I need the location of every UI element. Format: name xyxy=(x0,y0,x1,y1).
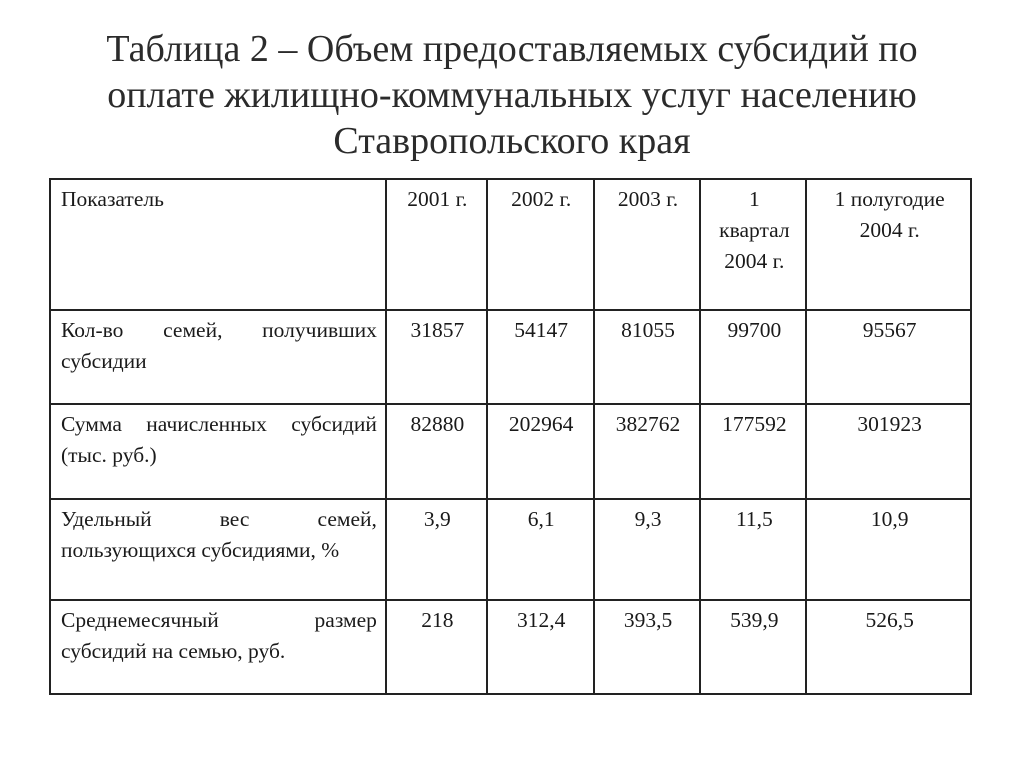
cell-value: 393,5 xyxy=(594,600,701,694)
title-line-2: оплате жилищно-коммунальных услуг населению xyxy=(107,74,917,116)
cell-value: 3,9 xyxy=(386,499,487,600)
table-row xyxy=(50,310,971,404)
header-2003: 2003 г. xyxy=(594,179,701,310)
cell-value: 95567 xyxy=(806,310,971,404)
cell-value: 54147 xyxy=(487,310,594,404)
cell-value: 218 xyxy=(386,600,487,694)
header-q1-2004: 1 квартал 2004 г. xyxy=(700,179,806,310)
table-row xyxy=(50,499,971,600)
header-2002: 2002 г. xyxy=(487,179,594,310)
header-indicator: Показатель xyxy=(50,179,386,310)
subsidies-table xyxy=(49,178,972,695)
table-row xyxy=(50,404,971,499)
cell-value: 10,9 xyxy=(806,499,971,600)
cell-value: 526,5 xyxy=(806,600,971,694)
cell-value: 11,5 xyxy=(700,499,806,600)
cell-value: 539,9 xyxy=(700,600,806,694)
title-line-3: Ставропольского края xyxy=(333,120,691,162)
header-h1-2004: 1 полугодие 2004 г. xyxy=(806,179,971,310)
cell-value: 82880 xyxy=(386,404,487,499)
row-label: Среднемесячный размер субсидий на семью, руб. xyxy=(50,600,386,694)
cell-value: 301923 xyxy=(806,404,971,499)
table-row xyxy=(50,600,971,694)
cell-value: 31857 xyxy=(386,310,487,404)
cell-value: 6,1 xyxy=(487,499,594,600)
row-label: Сумма начисленных субсидий (тыс. руб.) xyxy=(50,404,386,499)
row-label: Удельный вес семей, пользующихся субсидиями, % xyxy=(50,499,386,600)
cell-value: 312,4 xyxy=(487,600,594,694)
row-label: Кол-во семей, получивших субсидии xyxy=(50,310,386,404)
table-header-row xyxy=(50,179,971,310)
cell-value: 9,3 xyxy=(594,499,701,600)
title-line-1: Таблица 2 – Объем предоставляемых субсидий по xyxy=(106,28,918,70)
page-title xyxy=(0,26,1024,164)
header-2001: 2001 г. xyxy=(386,179,487,310)
cell-value: 81055 xyxy=(594,310,701,404)
cell-value: 177592 xyxy=(700,404,806,499)
cell-value: 99700 xyxy=(700,310,806,404)
cell-value: 382762 xyxy=(594,404,701,499)
cell-value: 202964 xyxy=(487,404,594,499)
